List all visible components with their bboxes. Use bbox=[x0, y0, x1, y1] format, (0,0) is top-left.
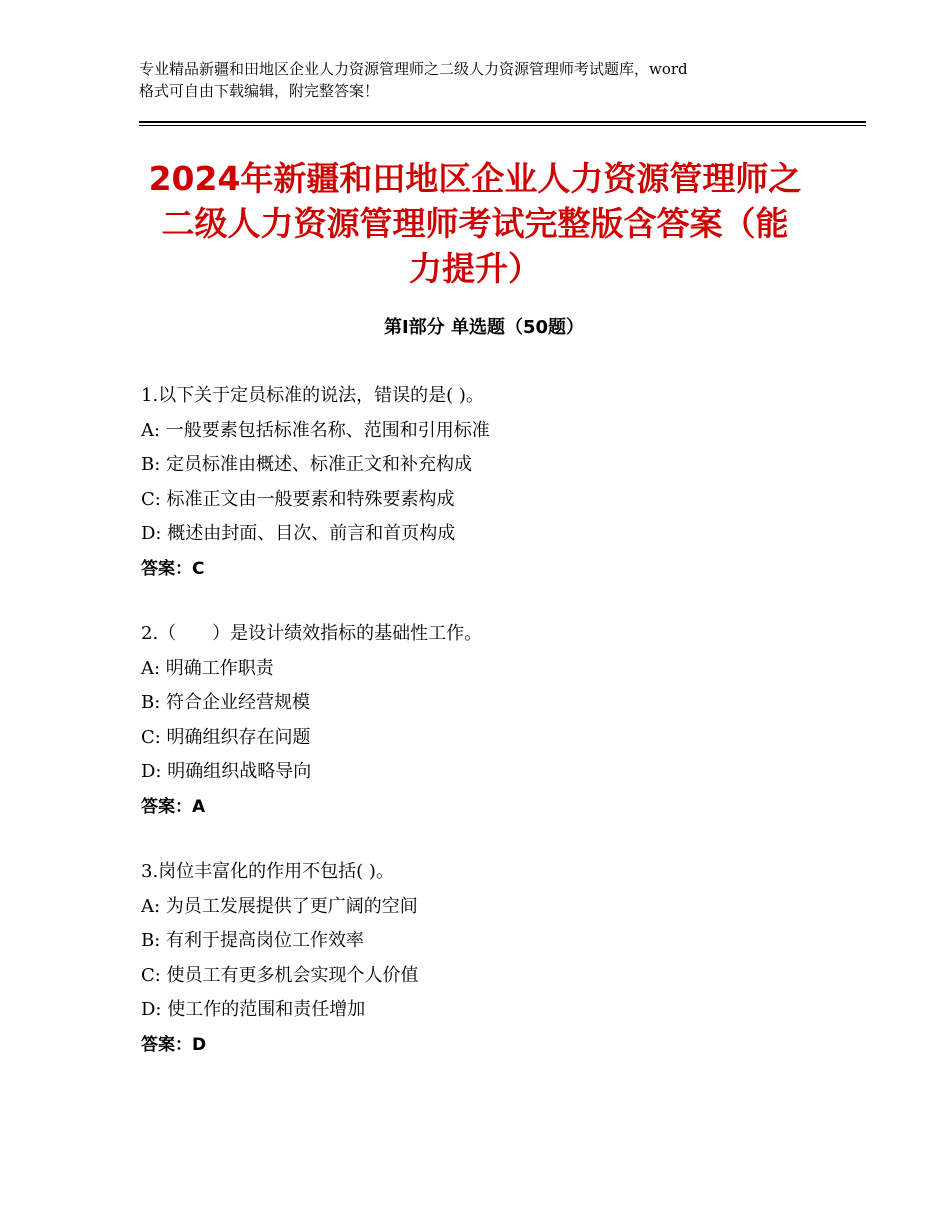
answer: 答案：D bbox=[141, 1034, 207, 1055]
option-c: C: 标准正文由一般要素和特殊要素构成 bbox=[141, 488, 455, 510]
option-b: B: 符合企业经营规模 bbox=[141, 692, 311, 713]
header-note-line-2: 格式可自由下载编辑，附完整答案！ bbox=[139, 82, 380, 100]
question-1 bbox=[141, 379, 831, 586]
section-heading: 第Ⅰ部分 单选题（50题） bbox=[383, 317, 584, 338]
option-b: B: 定员标准由概述、标准正文和补充构成 bbox=[141, 454, 473, 475]
header-divider-thick bbox=[139, 121, 866, 123]
option-a: A: 一般要素包括标准名称、范围和引用标准 bbox=[141, 419, 490, 441]
document-title-line-1: 2024年新疆和田地区企业人力资源管理师之 bbox=[148, 159, 802, 198]
question-2 bbox=[141, 617, 831, 824]
question-list bbox=[141, 379, 831, 1093]
option-b: B: 有利于提高岗位工作效率 bbox=[141, 930, 365, 951]
question-stem: 2.（ ）是设计绩效指标的基础性工作。 bbox=[141, 623, 483, 644]
question-stem: 3.岗位丰富化的作用不包括( )。 bbox=[141, 861, 394, 882]
option-a: A: 为员工发展提供了更广阔的空间 bbox=[141, 895, 418, 917]
question-3 bbox=[141, 855, 831, 1062]
answer: 答案：A bbox=[141, 796, 206, 817]
document-title bbox=[120, 156, 830, 291]
option-c: C: 明确组织存在问题 bbox=[141, 726, 311, 748]
header-note-line-1: 专业精品新疆和田地区企业人力资源管理师之二级人力资源管理师考试题库，word bbox=[139, 60, 688, 78]
question-stem: 1.以下关于定员标准的说法，错误的是( )。 bbox=[141, 385, 484, 406]
option-d: D: 概述由封面、目次、前言和首页构成 bbox=[141, 523, 456, 544]
header-divider-thin bbox=[139, 125, 866, 126]
document-title-line-2: 二级人力资源管理师考试完整版含答案（能 bbox=[161, 204, 789, 243]
option-a: A: 明确工作职责 bbox=[141, 657, 274, 679]
answer: 答案：C bbox=[141, 558, 205, 579]
header-note bbox=[139, 58, 829, 102]
option-c: C: 使员工有更多机会实现个人价值 bbox=[141, 964, 419, 986]
document-title-line-3: 力提升） bbox=[409, 249, 541, 288]
option-d: D: 使工作的范围和责任增加 bbox=[141, 999, 366, 1020]
option-d: D: 明确组织战略导向 bbox=[141, 761, 312, 782]
